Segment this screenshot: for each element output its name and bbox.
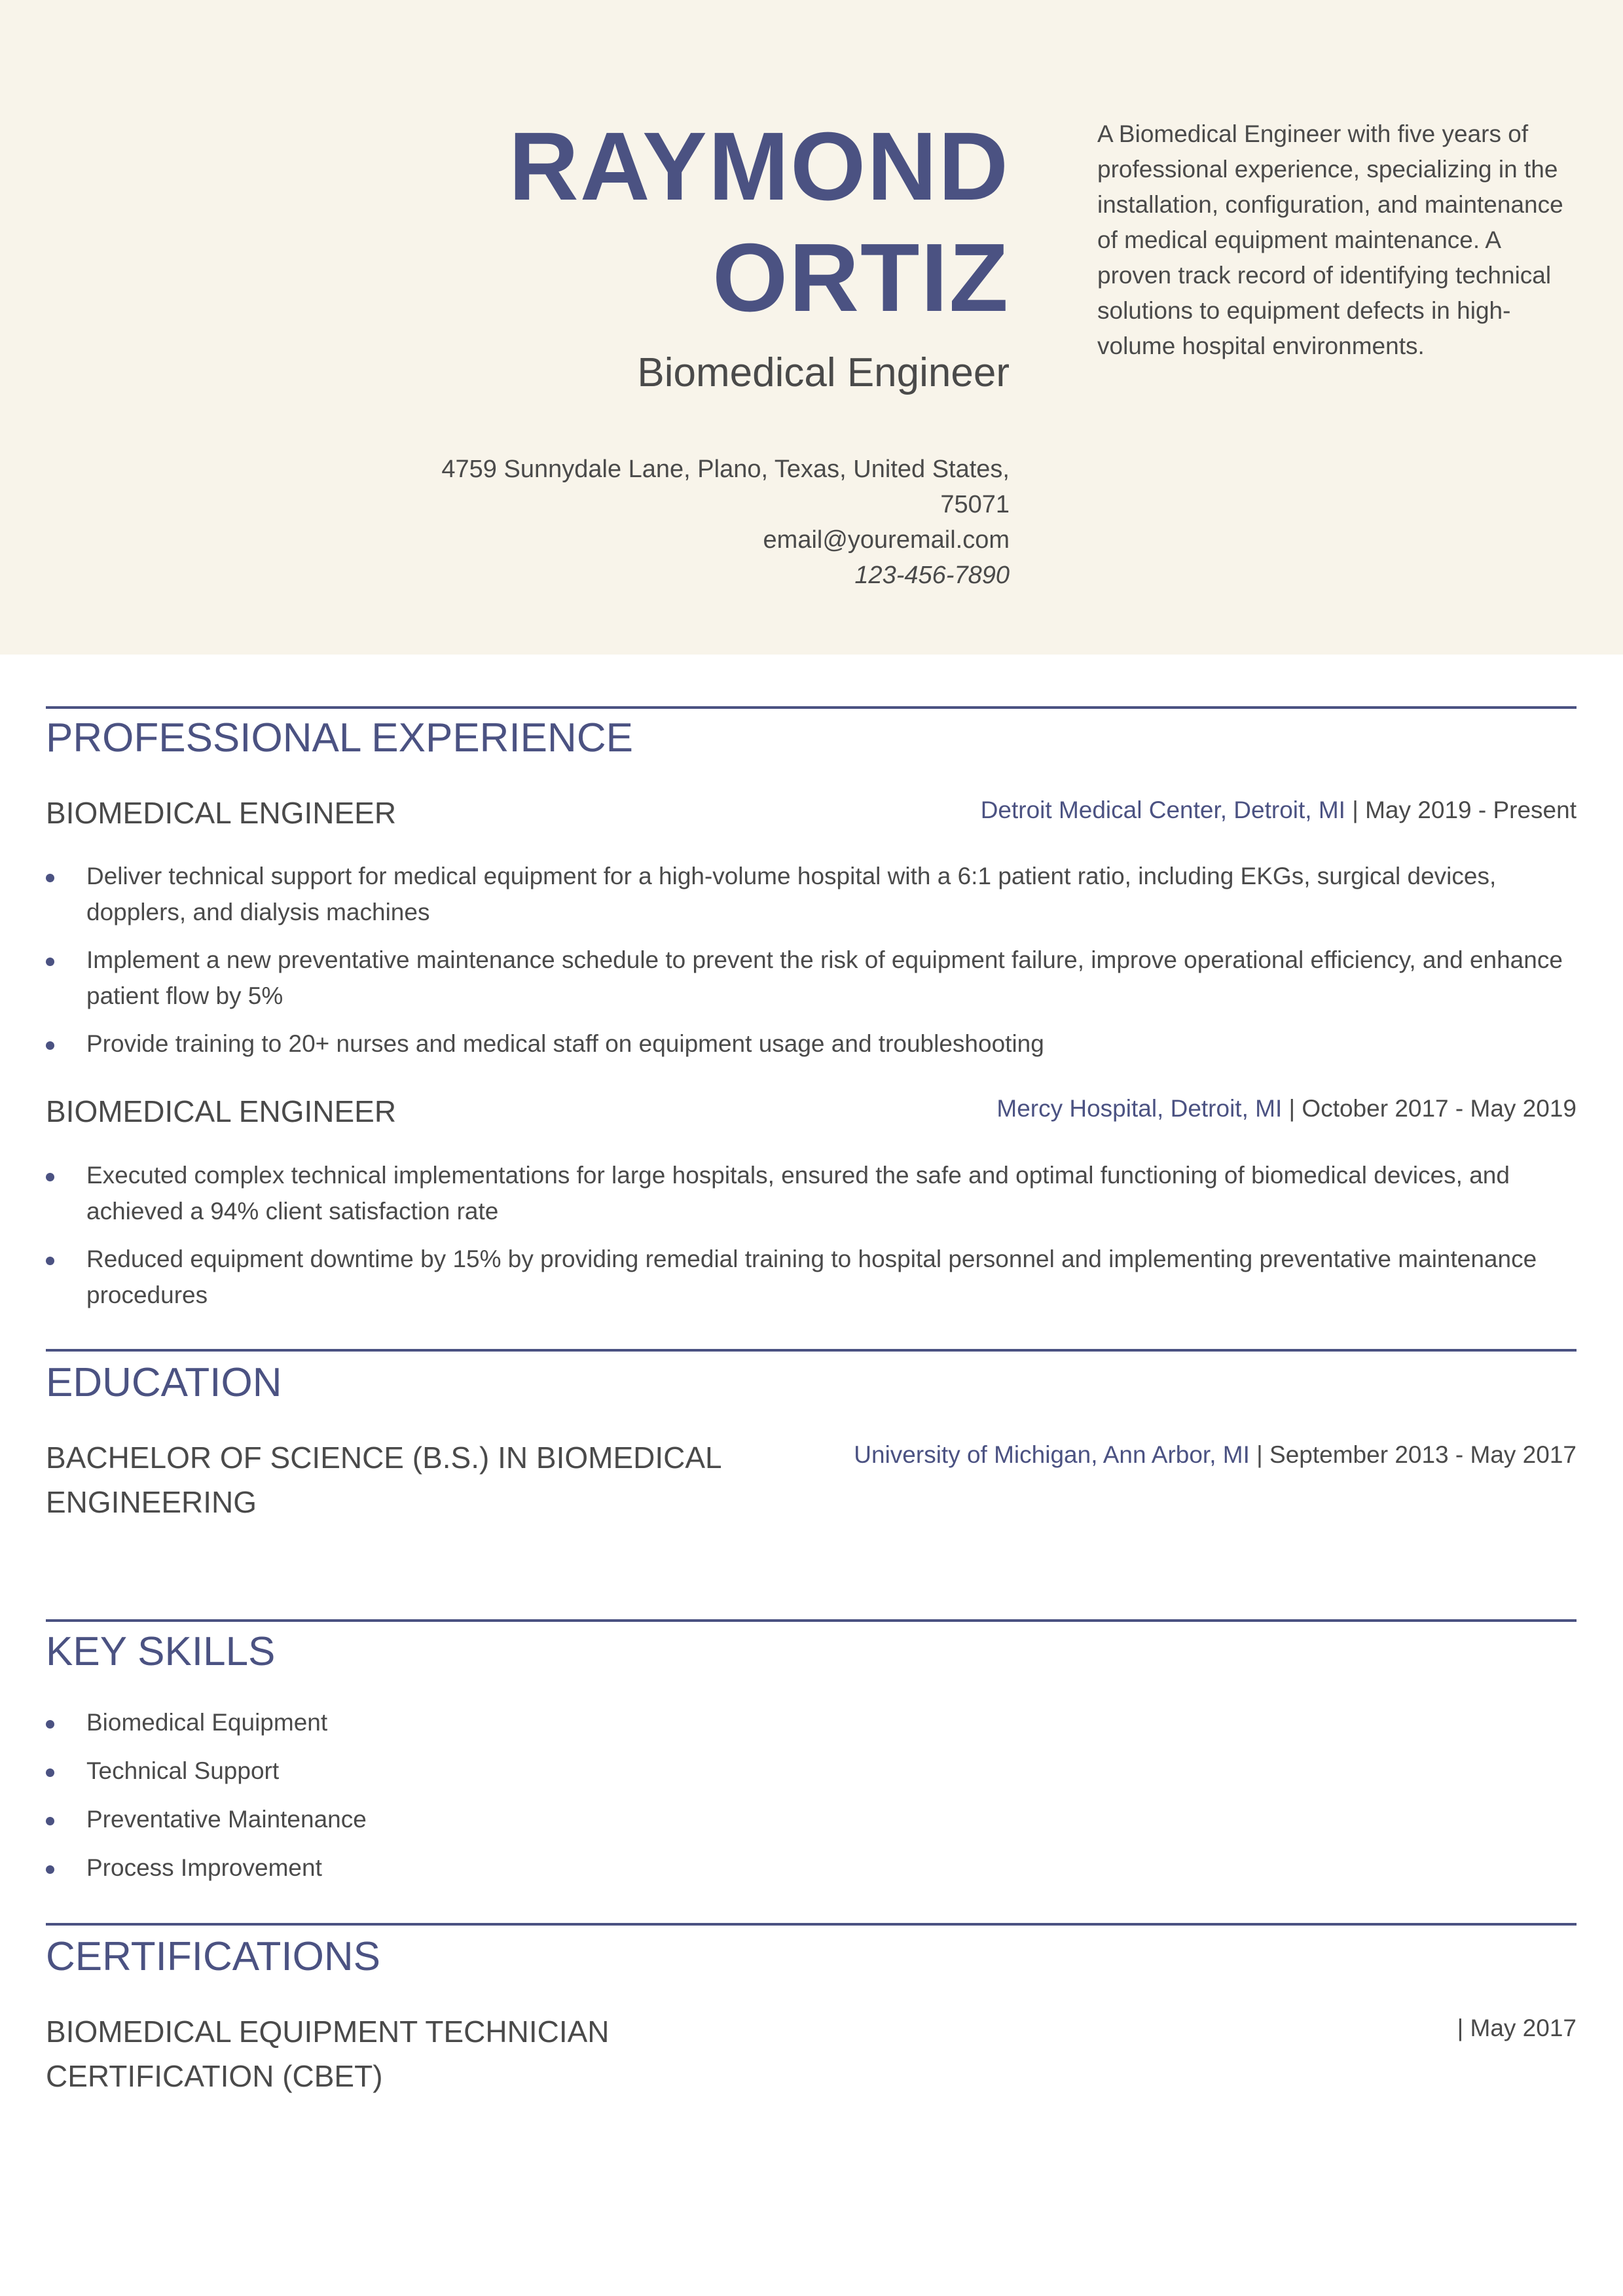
degree-title: BACHELOR OF SCIENCE (B.S.) IN BIOMEDICAL ENGINEERING [46, 1441, 721, 1519]
job-org-2: Mercy Hospital, Detroit, MI [996, 1095, 1283, 1122]
job-dates-2: | October 2017 - May 2019 [1282, 1095, 1577, 1122]
list-item: Biomedical Equipment [46, 1704, 1577, 1740]
job-dates-1: | May 2019 - Present [1345, 797, 1577, 823]
section-title-education: EDUCATION [46, 1360, 282, 1405]
list-item: Provide training to 20+ nurses and medical staff on equipment usage and troubleshooting [46, 1026, 1577, 1062]
bullet-icon [46, 1768, 54, 1777]
email[interactable]: email@youremail.com [763, 526, 1010, 554]
section-title-skills: KEY SKILLS [46, 1629, 276, 1674]
candidate-name [327, 111, 1010, 334]
address-line2: 75071 [940, 491, 1010, 518]
last-name: ORTIZ [712, 224, 1010, 332]
education-meta [725, 1437, 1577, 1473]
job-meta-2 [725, 1091, 1577, 1126]
section-title-certifications: CERTIFICATIONS [46, 1934, 380, 1979]
job-title-2: BIOMEDICAL ENGINEER [46, 1094, 397, 1128]
section-divider-education [46, 1349, 1577, 1352]
job-role: Biomedical Engineer [637, 350, 1010, 395]
job-meta-1 [725, 793, 1577, 828]
certification-dates: | May 2017 [1457, 2015, 1577, 2041]
bullet-icon [46, 874, 54, 882]
job-bullets-2 [46, 1157, 1577, 1313]
list-item: Preventative Maintenance [46, 1801, 1577, 1837]
job-title-1: BIOMEDICAL ENGINEER [46, 796, 397, 830]
list-item: Implement a new preventative maintenance schedule to prevent the risk of equipment failure, improve operational efficiency, and enhance patient flow by 5% [46, 942, 1577, 1014]
job-bullets-1 [46, 858, 1577, 1062]
bullet-icon [46, 1817, 54, 1825]
first-name: RAYMOND [508, 113, 1010, 221]
section-title-experience: PROFESSIONAL EXPERIENCE [46, 715, 633, 761]
list-item: Reduced equipment downtime by 15% by providing remedial training to hospital personnel and implementing preventative maintenance procedures [46, 1241, 1577, 1313]
section-divider-experience [46, 706, 1577, 709]
bullet-icon [46, 1865, 54, 1874]
school-name: University of Michigan, Ann Arbor, MI [854, 1441, 1250, 1468]
skills-list [46, 1704, 1577, 1886]
phone[interactable]: 123-456-7890 [854, 562, 1010, 589]
education-dates: | September 2013 - May 2017 [1249, 1441, 1577, 1468]
bullet-icon [46, 1173, 54, 1181]
list-item: Technical Support [46, 1753, 1577, 1789]
contact-info [327, 452, 1010, 593]
section-divider-skills [46, 1619, 1577, 1622]
list-item: Deliver technical support for medical equipment for a high-volume hospital with a 6:1 patient ratio, including EKGs, surgical devices, dopplers, and dialysis machines [46, 858, 1577, 930]
bullet-icon [46, 1257, 54, 1265]
summary: A Biomedical Engineer with five years of professional experience, specializing in the installation, configuration, and maintenance of medical equipment maintenance. A proven track record of identifying technical solutions to equipment defects in high-volume hospital environments. [1097, 120, 1563, 359]
bullet-icon [46, 958, 54, 966]
address-line1: 4759 Sunnydale Lane, Plano, Texas, United States, [441, 456, 1010, 483]
list-item: Process Improvement [46, 1850, 1577, 1886]
job-org-1: Detroit Medical Center, Detroit, MI [980, 797, 1345, 823]
section-divider-certifications [46, 1923, 1577, 1926]
bullet-icon [46, 1041, 54, 1050]
certification-title: BIOMEDICAL EQUIPMENT TECHNICIAN CERTIFICATION (CBET) [46, 2015, 610, 2093]
bullet-icon [46, 1720, 54, 1729]
list-item: Executed complex technical implementations for large hospitals, ensured the safe and optimal functioning of biomedical devices, and achieved a 94% client satisfaction rate [46, 1157, 1577, 1229]
